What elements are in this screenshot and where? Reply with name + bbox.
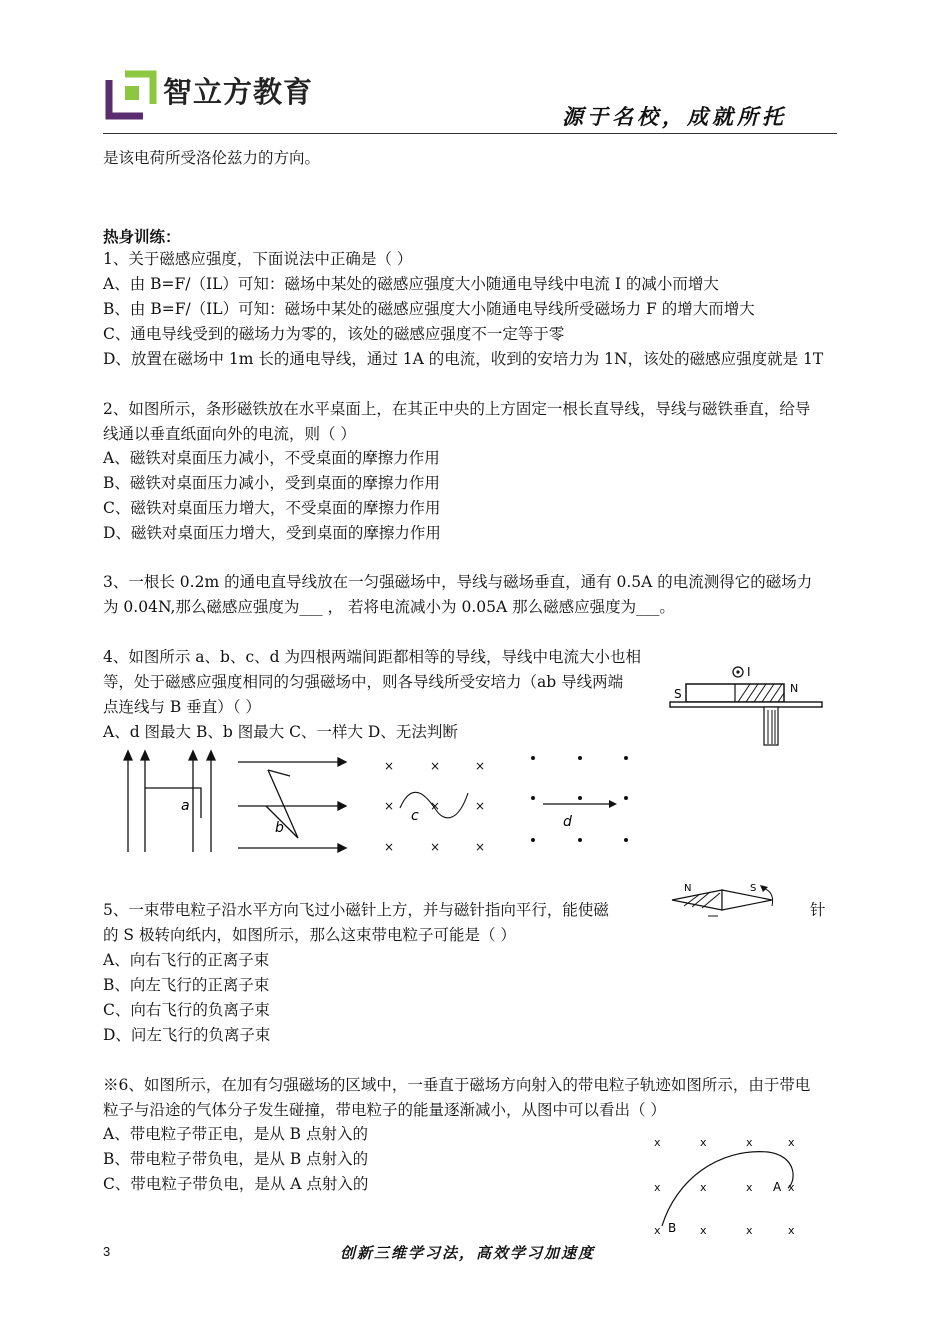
figure-c bbox=[384, 759, 485, 854]
q5-line2: 的 S 极转向纸内，如图所示，那么这束带电粒子可能是（ ） bbox=[103, 926, 516, 944]
slogan: 源于名校，成就所托 bbox=[562, 104, 787, 129]
q3-line1: 3、一根长 0.2m 的通电直导线放在一匀强磁场中，导线与磁场垂直，通有 0.5A 的电流测得它的磁场力 bbox=[103, 573, 813, 591]
magnet-n-pole: N bbox=[790, 682, 799, 695]
q2-option-c: C、磁铁对桌面压力增大，不受桌面的摩擦力作用 bbox=[103, 499, 441, 517]
figure-a bbox=[124, 751, 215, 852]
q6-option-c: C、带电粒子带负电，是从 A 点射入的 bbox=[103, 1175, 369, 1193]
svg-text:x: x bbox=[788, 1224, 795, 1237]
q1-option-b: B、由 B=F/（IL）可知：磁场中某处的磁感应强度大小随通电导线所受磁场力 F 的增大而增大 bbox=[103, 300, 755, 318]
q3-line2: 为 0.04N,那么磁感应强度为___ ， 若将电流减小为 0.05A 那么磁感应强度为___。 bbox=[103, 598, 675, 616]
q4-options: A、d 图最大 B、b 图最大 C、一样大 D、无法判断 bbox=[103, 723, 458, 741]
header-divider bbox=[103, 133, 837, 134]
q4-figures bbox=[118, 748, 638, 860]
q6-option-a: A、带电粒子带正电，是从 B 点射入的 bbox=[103, 1125, 368, 1143]
section-title: 热身训练： bbox=[103, 227, 181, 246]
svg-text:x: x bbox=[746, 1136, 753, 1149]
q2-option-b: B、磁铁对桌面压力减小，受到桌面的摩擦力作用 bbox=[103, 474, 440, 492]
brand-name: 智立方教育 bbox=[163, 75, 314, 109]
needle-s-label: S bbox=[750, 883, 757, 894]
q5-line1: 5、一束带电粒子沿水平方向飞过小磁针上方，并与磁针指向平行，能使磁 bbox=[103, 901, 609, 919]
point-b-label: B bbox=[668, 1221, 677, 1235]
q5-line1-end: 针 bbox=[810, 901, 826, 919]
svg-text:x: x bbox=[654, 1224, 661, 1237]
q1-stem: 1、关于磁感应强度，下面说法中正确是（ ） bbox=[103, 250, 413, 268]
svg-text:×: × bbox=[384, 799, 395, 813]
magnet-s-pole: S bbox=[674, 687, 682, 701]
svg-text:x: x bbox=[700, 1136, 707, 1149]
current-label: I bbox=[747, 665, 751, 679]
svg-text:×: × bbox=[475, 799, 486, 813]
q2-stem-line2: 线通以垂直纸面向外的电流，则（ ） bbox=[103, 425, 356, 443]
compass-needle-figure bbox=[660, 880, 785, 920]
q6-line2: 粒子与沿途的气体分子发生碰撞，带电粒子的能量逐渐减小，从图中可以看出（ ） bbox=[103, 1101, 666, 1119]
q1-option-a: A、由 B=F/（IL）可知：磁场中某处的磁感应强度大小随通电导线中电流 I 的减小而增大 bbox=[103, 275, 719, 293]
figure-d bbox=[531, 756, 628, 842]
q2-option-d: D、磁铁对桌面压力增大，受到桌面的摩擦力作用 bbox=[103, 524, 441, 542]
q4-line2: 等，处于磁感应强度相同的匀强磁场中，则各导线所受安培力（ab 导线两端 bbox=[103, 673, 624, 691]
needle-n-label: N bbox=[684, 883, 692, 894]
figure-d-label: d bbox=[563, 814, 572, 830]
figure-b bbox=[238, 758, 346, 852]
svg-text:×: × bbox=[475, 759, 486, 773]
svg-text:x: x bbox=[654, 1136, 661, 1149]
q2-option-a: A、磁铁对桌面压力减小，不受桌面的摩擦力作用 bbox=[103, 449, 440, 467]
svg-text:×: × bbox=[430, 799, 441, 813]
q5-option-b: B、向左飞行的正离子束 bbox=[103, 976, 270, 994]
intro-line: 是该电荷所受洛伦兹力的方向。 bbox=[103, 149, 321, 167]
q5-option-a: A、向右飞行的正离子束 bbox=[103, 951, 270, 969]
q1-option-d: D、放置在磁场中 1m 长的通电导线，通过 1A 的电流，收到的安培力为 1N，该处的磁感应强度就是 1T bbox=[103, 350, 824, 368]
figure-c-label: c bbox=[411, 808, 419, 824]
q4-line3: 点连线与 B 垂直）（ ） bbox=[103, 698, 261, 716]
logo-icon bbox=[103, 70, 159, 122]
figure-a-label: a bbox=[181, 798, 190, 814]
trajectory-figure bbox=[648, 1130, 808, 1240]
q2-stem-line1: 2、如图所示，条形磁铁放在水平桌面上，在其正中央的上方固定一根长直导线，导线与磁铁垂直，给导 bbox=[103, 400, 811, 418]
svg-text:×: × bbox=[475, 840, 486, 854]
svg-text:x: x bbox=[788, 1181, 795, 1194]
q6-line1: ※6、如图所示，在加有匀强磁场的区域中，一垂直于磁场方向射入的带电粒子轨迹如图所示，由于带电 bbox=[103, 1076, 811, 1094]
footer-slogan: 创新三维学习法，高效学习加速度 bbox=[340, 1244, 596, 1262]
q5-option-c: C、向右飞行的负离子束 bbox=[103, 1001, 270, 1019]
svg-text:x: x bbox=[654, 1181, 661, 1194]
svg-text:×: × bbox=[430, 840, 441, 854]
figure-b-label: b bbox=[275, 820, 284, 836]
svg-text:x: x bbox=[746, 1224, 753, 1237]
svg-text:×: × bbox=[384, 759, 395, 773]
svg-text:x: x bbox=[700, 1224, 707, 1237]
q4-line1: 4、如图所示 a、b、c、d 为四根两端间距都相等的导线，导线中电流大小也相 bbox=[103, 648, 641, 666]
svg-text:×: × bbox=[430, 759, 441, 773]
svg-text:x: x bbox=[700, 1181, 707, 1194]
svg-text:x: x bbox=[788, 1136, 795, 1149]
q5-option-d: D、问左飞行的负离子束 bbox=[103, 1026, 271, 1044]
q1-option-c: C、通电导线受到的磁场力为零的，该处的磁感应强度不一定等于零 bbox=[103, 325, 565, 343]
page-number: 3 bbox=[103, 1244, 111, 1259]
q6-option-b: B、带电粒子带负电，是从 B 点射入的 bbox=[103, 1150, 369, 1168]
svg-text:x: x bbox=[746, 1181, 753, 1194]
rotation-arrow-icon bbox=[763, 888, 773, 906]
magnet-table-figure bbox=[668, 660, 828, 750]
svg-text:×: × bbox=[384, 840, 395, 854]
point-a-label: A bbox=[773, 1180, 782, 1194]
